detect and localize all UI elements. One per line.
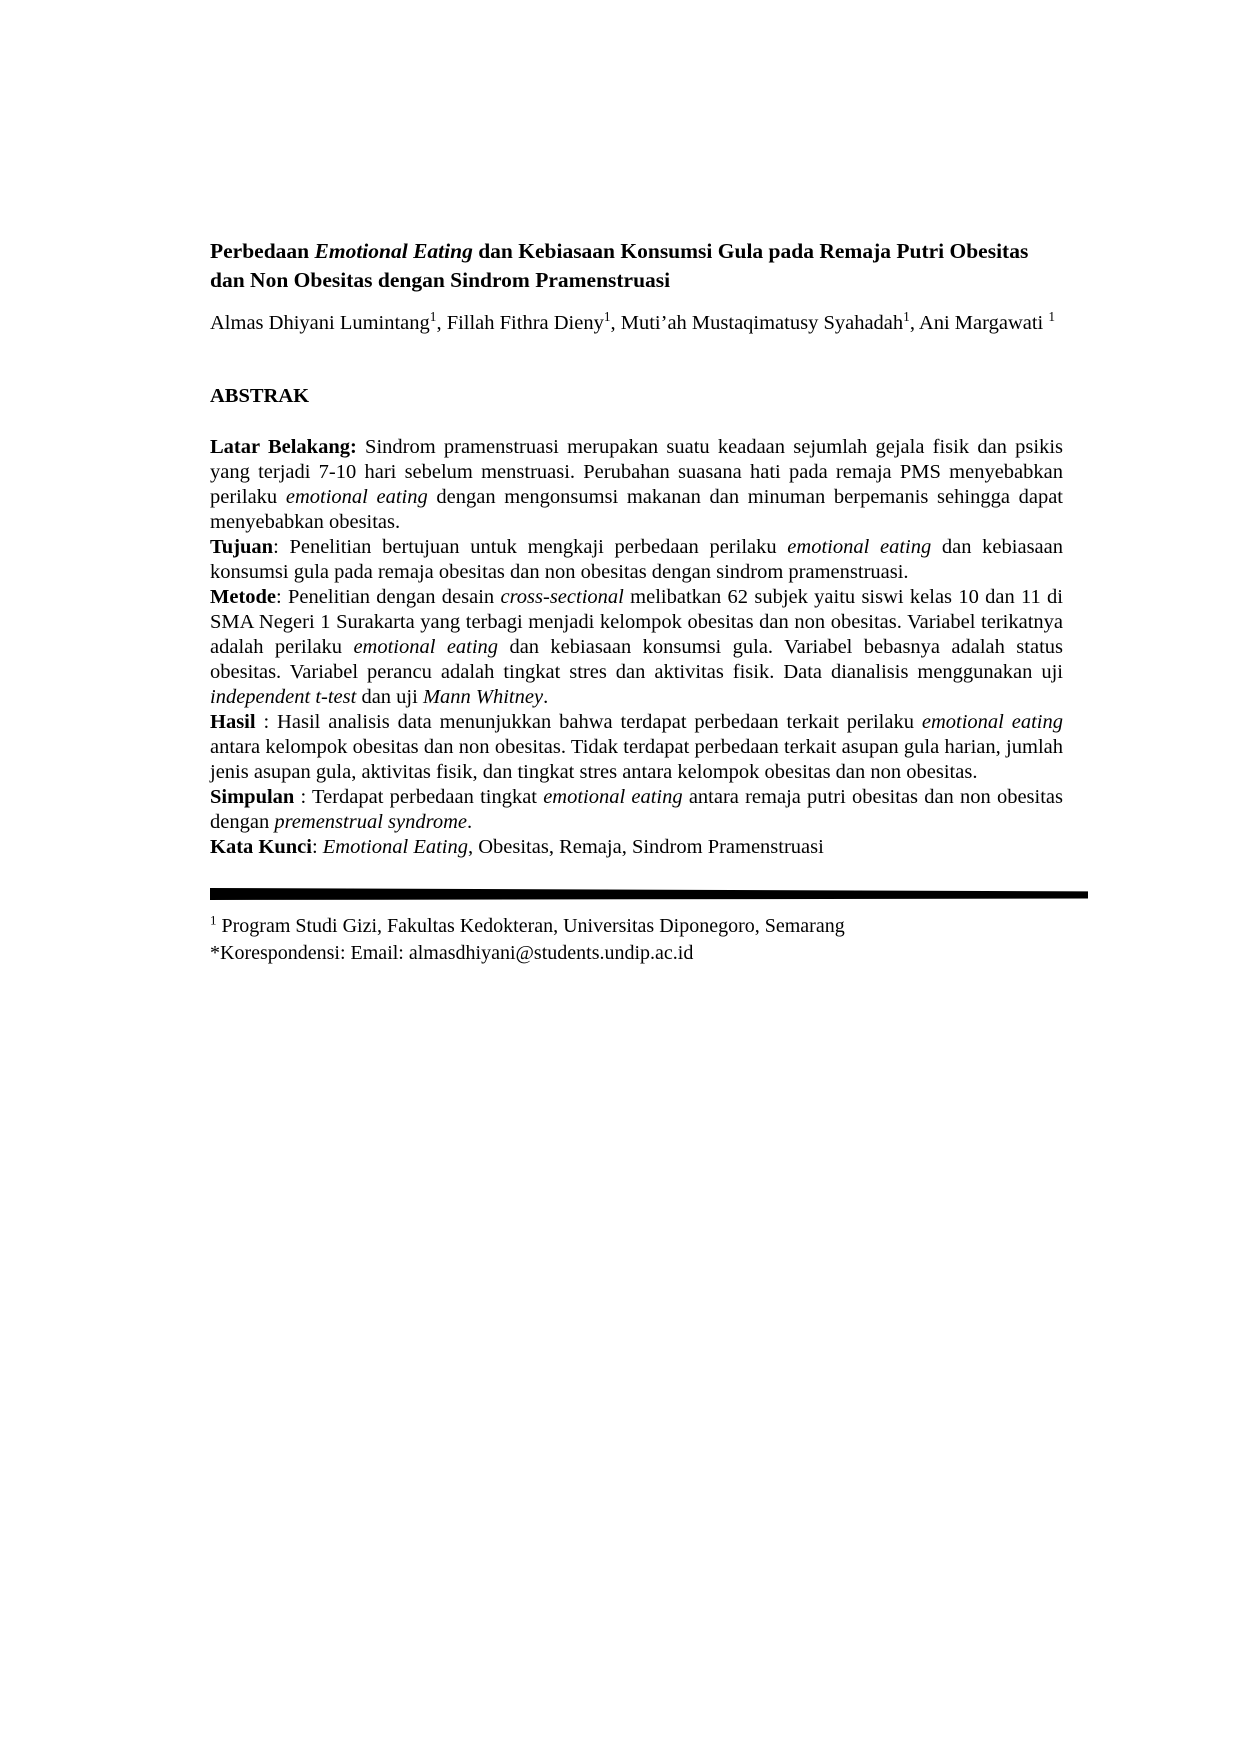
- abstract-paragraph-latar-belakang: [210, 435, 1063, 535]
- abstract-paragraph-tujuan: [210, 535, 1063, 585]
- abstract-paragraph-hasil: [210, 710, 1063, 785]
- abstract-body: [210, 435, 1063, 860]
- footnote-affiliation: [210, 913, 1063, 940]
- text-run: cross-sectional: [500, 586, 624, 608]
- abstract-paragraph-metode: [210, 585, 1063, 710]
- text-run: emotional eating: [787, 536, 932, 558]
- text-run: Metode: [210, 586, 277, 608]
- text-run: antara remaja putri obesitas dan non obesitas dengan: [210, 786, 1063, 833]
- text-run: antara kelompok obesitas dan non obesitas. Tidak terdapat perbedaan terkait asupan gula harian, jumlah jenis asupan gula, aktivitas fisik, dan tingkat stres antara kelompok obesitas dan non obesitas.: [210, 736, 1063, 783]
- text-run: emotional eating: [285, 486, 428, 508]
- text-run: .: [543, 686, 549, 708]
- text-run: 1: [903, 309, 910, 325]
- text-run: Hasil: [210, 711, 256, 733]
- text-run: , Fillah Fithra Dieny: [436, 312, 604, 334]
- text-run: emotional eating: [543, 786, 683, 808]
- text-run: : Terdapat perbedaan tingkat: [294, 786, 544, 808]
- text-run: .: [466, 811, 473, 833]
- abstract-heading: ABSTRAK: [210, 385, 310, 407]
- text-run: Tujuan: [210, 536, 274, 558]
- article-title: [210, 237, 1063, 295]
- separator-rule: [210, 888, 1088, 900]
- text-run: : Penelitian bertujuan untuk mengkaji perbedaan perilaku: [273, 536, 788, 558]
- text-run: Perbedaan: [210, 239, 315, 263]
- text-run: melibatkan 62 subjek yaitu siswi kelas 10 dan 11 di SMA Negeri 1 Surakarta yang terbagi menjadi kelompok obesitas dan non obesitas. Variabel terikatnya adalah perilaku: [210, 586, 1063, 658]
- text-run: premenstrual syndrome: [274, 811, 467, 833]
- text-run: dan kebiasaan konsumsi gula pada remaja obesitas dan non obesitas dengan sindrom pramenstruasi.: [210, 536, 1063, 583]
- text-run: :: [311, 836, 323, 858]
- text-run: , Ani Margawati: [909, 312, 1049, 334]
- text-run: , Muti’ah Mustaqimatusy Syahadah: [610, 312, 904, 334]
- text-run: dan Kebiasaan Konsumsi Gula pada Remaja Putri Obesitas dan Non Obesitas dengan Sindrom Pramenstruasi: [210, 239, 1029, 292]
- text-run: *Korespondensi: Email: almasdhiyani@students.undip.ac.id: [210, 942, 694, 964]
- text-run: independent t-test: [210, 686, 357, 708]
- text-run: 1: [429, 309, 437, 325]
- text-run: Sindrom pramenstruasi merupakan suatu keadaan sejumlah gejala fisik dan psikis yang terjadi 7-10 hari sebelum menstruasi. Perubahan suasana hati pada remaja PMS menyebabkan perilaku: [210, 436, 1063, 508]
- text-run: emotional eating: [921, 711, 1063, 733]
- author-line: [210, 309, 1063, 338]
- text-run: Almas Dhiyani Lumintang: [210, 312, 430, 334]
- footnote: [210, 913, 1063, 967]
- text-run: Emotional Eating: [322, 836, 468, 858]
- text-run: dan uji: [356, 686, 423, 708]
- text-run: : Penelitian dengan desain: [276, 586, 501, 608]
- abstract-paragraph-simpulan: [210, 785, 1063, 835]
- abstract-paragraph-kata-kunci: [210, 835, 1063, 860]
- text-run: 1: [210, 912, 217, 928]
- text-run: Kata Kunci: [210, 836, 312, 858]
- text-run: dengan mengonsumsi makanan dan minuman berpemanis sehingga dapat menyebabkan obesitas.: [210, 486, 1063, 533]
- text-run: Program Studi Gizi, Fakultas Kedokteran, Universitas Diponegoro, Semarang: [216, 915, 845, 937]
- text-run: 1: [1048, 309, 1056, 325]
- footnote-correspondence: [210, 940, 1063, 967]
- text-run: Mann Whitney: [422, 686, 544, 708]
- text-run: , Obesitas, Remaja, Sindrom Pramenstruasi: [467, 836, 824, 858]
- text-run: Emotional Eating: [314, 239, 473, 263]
- text-run: dan kebiasaan konsumsi gula. Variabel bebasnya adalah status obesitas. Variabel perancu adalah tingkat stres dan aktivitas fisik. Data dianalisis menggunakan uji: [210, 636, 1063, 683]
- text-run: Simpulan: [210, 786, 295, 808]
- text-run: Latar Belakang:: [210, 436, 357, 458]
- text-run: : Hasil analisis data menunjukkan bahwa terdapat perbedaan terkait perilaku: [255, 711, 922, 733]
- text-block: [210, 237, 1063, 967]
- text-run: emotional eating: [353, 636, 499, 658]
- text-run: 1: [603, 309, 611, 325]
